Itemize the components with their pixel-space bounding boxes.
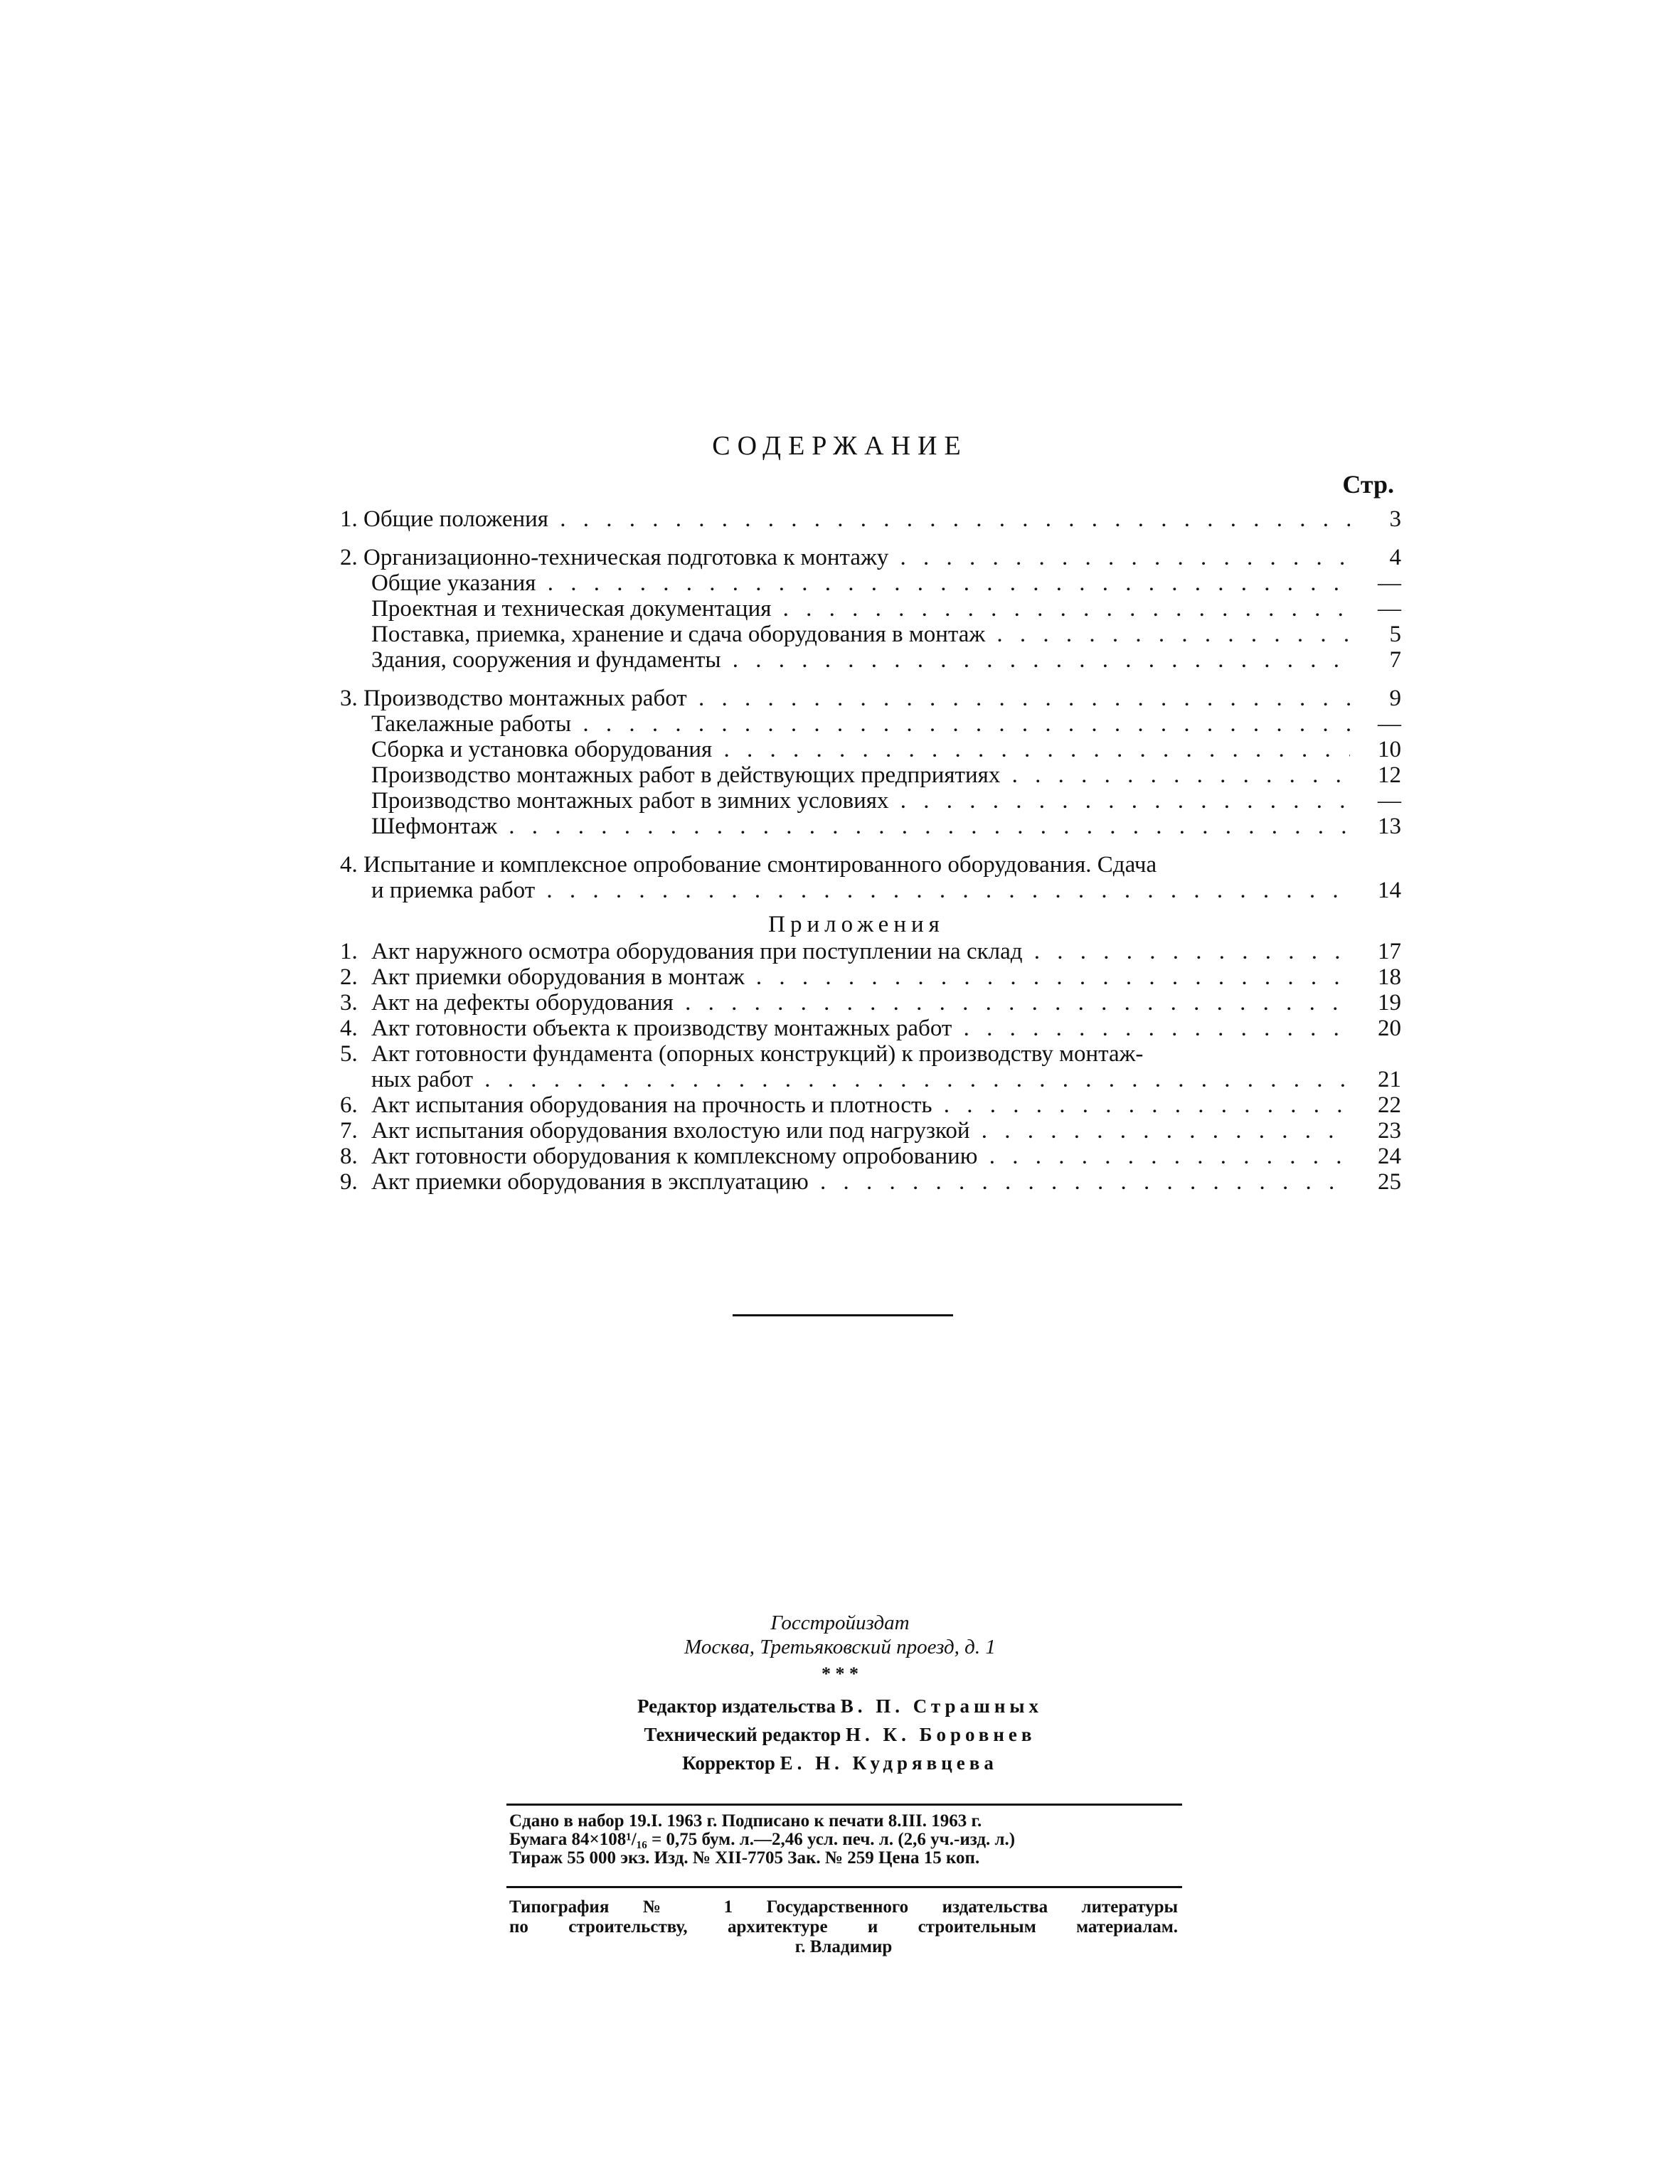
toc-entry-text: 3. Производство монтажных работ . . . [340,686,1350,711]
appendix-entry [340,964,1401,990]
appendix-text: Акт приемки оборудования в монтаж . . . [340,964,1350,990]
appendix-page: 17 [1378,939,1401,964]
toc-entry-page: 4 [1389,545,1401,570]
appendix-text: Акт на дефекты оборудования . . . [340,990,1350,1016]
toc-entry-page: 13 [1378,814,1401,839]
tech-editor-credit [0,1720,1680,1749]
editor-role: Редактор издательства [637,1695,836,1717]
toc-entry-page: 9 [1389,686,1401,711]
toc-entry-text: Сборка и установка оборудования . . . [340,737,1350,762]
print-details [509,1812,1178,1868]
corrector-role: Корректор [682,1752,775,1774]
toc-entry-page: — [1378,711,1401,737]
appendix-page: 25 [1378,1169,1401,1195]
toc-entry-text: Производство монтажных работ в действующих предприятиях . . . [340,762,1350,788]
appendix-number: 5. [340,1041,358,1067]
printing-house-line: по строительству, архитектуре и строительным материалам. [509,1917,1178,1937]
appendix-number: 4. [340,1016,358,1041]
appendix-text: Акт готовности фундамента (опорных конструкций) к производству монтаж- [371,1041,1144,1067]
appendix-number: 6. [340,1092,358,1118]
appendix-entry [340,990,1401,1016]
toc-subentry [340,762,1401,788]
table-of-contents [340,506,1401,1195]
toc-entry-text: Общие указания . . . [340,570,1350,596]
toc-entry-page: 7 [1389,647,1401,673]
appendix-page: 21 [1378,1067,1401,1092]
corrector-credit [0,1749,1680,1777]
appendix-entry [340,939,1401,964]
appendix-page: 22 [1378,1092,1401,1118]
toc-entry-text: Такелажные работы . . . [340,711,1350,737]
printing-house-line: Типография № 1 Государственного издательства литературы [509,1897,1178,1917]
corrector-name: Е. Н. Кудрявцева [780,1752,998,1774]
appendix-number: 9. [340,1169,358,1195]
appendix-page: 19 [1378,990,1401,1016]
toc-entry-text: 1. Общие положения . . . [340,506,1350,532]
toc-entry-page: — [1378,788,1401,814]
toc-entry-text: 2. Организационно-техническая подготовка к монтажу . . . [340,545,1350,570]
rule-top [506,1804,1182,1806]
appendix-text: Акт испытания оборудования на прочность и плотность . . . [340,1092,1350,1118]
publisher-address: Москва, Третьяковский проезд, д. 1 [684,1636,996,1658]
tech-editor-role: Технический редактор [644,1724,841,1745]
appendix-page: 23 [1378,1118,1401,1144]
toc-entry [340,686,1401,711]
print-details-line: Тираж 55 000 экз. Изд. № XII-7705 Зак. № 259 Цена 15 коп. [509,1848,980,1868]
toc-entry [340,506,1401,532]
asterism: * * * [822,1663,858,1684]
appendix-number: 2. [340,964,358,990]
section-divider [733,1314,953,1316]
print-details-line: Сдано в набор 19.I. 1963 г. Подписано к печати 8.III. 1963 г. [509,1811,982,1831]
printing-house-city: г. Владимир [794,1937,893,1956]
appendix-text: Акт готовности объекта к производству монтажных работ . . . [340,1016,1350,1041]
appendix-text: ных работ . . . [340,1067,1350,1092]
toc-entry-text: Производство монтажных работ в зимних условиях . . . [340,788,1350,814]
appendix-number: 7. [340,1118,358,1144]
appendix-number: 3. [340,990,358,1016]
toc-subentry [340,570,1401,596]
colophon [0,1611,1680,1777]
editor-name: В. П. Страшных [840,1695,1043,1717]
appendix-number: 1. [340,939,358,964]
appendix-entry [340,1118,1401,1144]
appendix-entry [340,1016,1401,1041]
appendix-text: Акт наружного осмотра оборудования при поступлении на склад . . . [340,939,1350,964]
rule-bottom [506,1886,1182,1888]
page-column-label: Стр. [1342,470,1394,499]
toc-entry-text: Проектная и техническая документация . . . [340,596,1350,622]
appendix-entry-continuation [340,1067,1401,1092]
toc-entry-page: — [1378,570,1401,596]
toc-entry-page: 14 [1378,878,1401,903]
appendix-page: 24 [1378,1144,1401,1169]
appendix-page: 20 [1378,1016,1401,1041]
toc-subentry [340,814,1401,839]
toc-entry-page: 5 [1389,622,1401,647]
toc-entry-page: 10 [1378,737,1401,762]
publisher-name: Госстройиздат [770,1612,910,1634]
toc-entry-text: 4. Испытание и комплексное опробование смонтированного оборудования. Сдача [340,852,1157,878]
toc-entry [340,545,1401,570]
toc-entry-text: и приемка работ . . . [340,878,1350,903]
toc-entry-continuation [340,878,1401,903]
toc-entry-page: 12 [1378,762,1401,788]
toc-entry-page: 3 [1389,506,1401,532]
appendix-text: Акт готовности оборудования к комплексному опробованию . . . [340,1144,1350,1169]
toc-entry [340,852,1373,878]
appendix-entry [340,1169,1401,1195]
toc-entry-text: Поставка, приемка, хранение и сдача оборудования в монтаж . . . [340,622,1350,647]
editor-credit [0,1692,1680,1720]
appendix-page: 18 [1378,964,1401,990]
appendix-entry [340,1041,1373,1067]
toc-title: СОДЕРЖАНИЕ [712,431,968,461]
printing-house [509,1897,1178,1957]
toc-entry-text: Здания, сооружения и фундаменты . . . [340,647,1350,673]
credits [0,1692,1680,1777]
toc-subentry [340,596,1401,622]
appendix-text: Акт испытания оборудования вхолостую или под нагрузкой . . . [340,1118,1350,1144]
toc-subentry [340,647,1401,673]
toc-subentry [340,737,1401,762]
toc-subentry [340,622,1401,647]
toc-subentry [340,788,1401,814]
toc-entry-text: Шефмонтаж . . . [340,814,1350,839]
toc-entry-page: — [1378,596,1401,622]
toc-subentry [340,711,1401,737]
tech-editor-name: Н. К. Боровнев [846,1724,1036,1745]
print-details-line: Бумага 84×108¹/₁₆ = 0,75 бум. л.—2,46 усл. печ. л. (2,6 уч.-изд. л.) [509,1830,1016,1849]
appendix-entry [340,1144,1401,1169]
appendices-title: Приложения [768,912,945,937]
appendix-text: Акт приемки оборудования в эксплуатацию . . . [340,1169,1350,1195]
appendix-number: 8. [340,1144,358,1169]
appendix-entry [340,1092,1401,1118]
